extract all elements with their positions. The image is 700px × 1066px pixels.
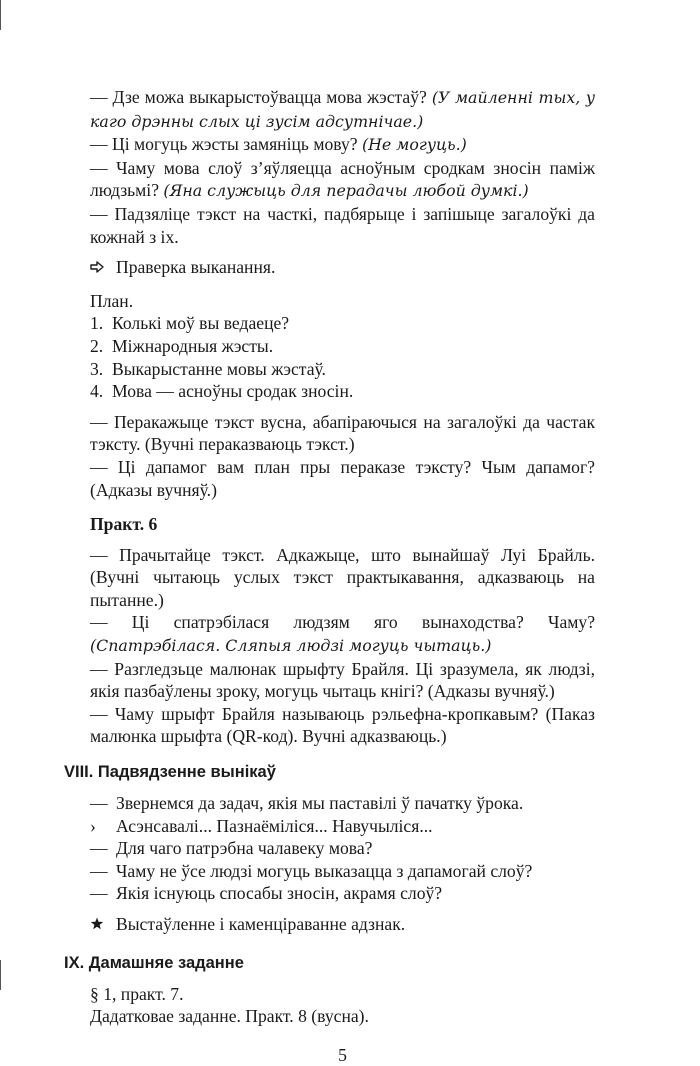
list-item: 2. Міжнародныя жэсты. bbox=[90, 335, 274, 356]
paragraph: — Ці спатрэбілася людзям яго вынаходства? Чаму? (Спатрэбілася. Сляпыя людзі могуць чытаць.) bbox=[90, 612, 595, 656]
paragraph: — Чаму мова слоў з’яўляецца асноўным сродкам зносін паміж людзьмі? (Яна служыць для перадачы любой думкі.) bbox=[90, 157, 595, 201]
answer-italic: (У майленні тых, у каго дрэнны слых ці зусім адсутнічае.) bbox=[90, 88, 595, 131]
plan-list bbox=[90, 312, 595, 402]
list-item: 1. Колькі моў вы ведаеце? bbox=[90, 313, 290, 334]
list-item: 4. Мова — асноўны сродак зносін. bbox=[90, 381, 354, 402]
answer-italic: (Не могуць.) bbox=[361, 135, 467, 155]
list-item: — Звернемся да задач, якія мы паставілі ў пачатку ўрока. bbox=[90, 793, 524, 814]
grades-line: Выстаўленне і каменціраванне адзнак. bbox=[90, 913, 595, 939]
paragraph: — Прачытайце тэкст. Адкажыце, што вынайшаў Луі Брайль. (Вучні чытаюць услых тэкст практыкавання, адказваюць на пытанне.) bbox=[90, 544, 595, 610]
page-edge-mark bbox=[0, 0, 1, 30]
plan-title: План. bbox=[90, 290, 134, 311]
list-item: 3. Выкарыстанне мовы жэстаў. bbox=[90, 358, 326, 379]
list-item: — Якія існуюць спосабы зносін, акрамя слоў? bbox=[90, 883, 443, 904]
paragraph: — Ці могуць жэсты замяніць мову? (Не могуць.) bbox=[90, 134, 467, 155]
star-icon bbox=[90, 916, 116, 939]
paragraph: — Падзяліце тэкст на часткі, падбярыце і запішыце загалоўкі да кожнай з іх. bbox=[90, 203, 595, 247]
paragraph: — Дзе можа выкарыстоўвацца мова жэстаў? (У майленні тых, у каго дрэнны слых ці зусім адсутнічае.) bbox=[90, 87, 595, 131]
list-item: › Асэнсавалі... Пазнаёміліся... Навучыліся... bbox=[90, 815, 433, 836]
exercise-title: Практ. 6 bbox=[90, 514, 158, 535]
summary-list bbox=[90, 792, 595, 905]
list-item: — Для чаго патрэбна чалавеку мова? bbox=[90, 838, 373, 859]
answer-italic: (Спатрэбілася. Сляпыя людзі могуць чытаць.) bbox=[90, 636, 492, 656]
section-title: IX. Дамашняе заданне bbox=[64, 953, 244, 972]
paragraph: — Перакажыце тэкст вусна, абапіраючыся на загалоўкі да частак тэксту. (Вучні пераказваюць тэкст.) bbox=[90, 411, 595, 455]
paragraph: — Чаму шрыфт Брайля называюць рэльефна-кропкавым? (Паказ малюнка шрыфта (QR-код). Вучні адказваюць.) bbox=[90, 703, 595, 747]
check-line: Праверка выканання. bbox=[90, 256, 595, 282]
paragraph: — Разгледзьце малюнак шрыфту Брайля. Ці зразумела, як людзі, якія пазбаўлены зроку, могуць чытаць кнігі? (Адказы вучняў.) bbox=[90, 658, 595, 702]
homework-line: § 1, практ. 7. bbox=[90, 983, 184, 1004]
answer-italic: (Яна служыць для перадачы любой думкі.) bbox=[163, 181, 529, 201]
homework-line: Дадатковае заданне. Практ. 8 (вусна). bbox=[90, 1006, 369, 1027]
section-title: VIII. Падвядзенне вынікаў bbox=[64, 763, 276, 782]
document-page bbox=[64, 86, 595, 1066]
paragraph: — Ці дапамог вам план пры пераказе тэксту? Чым дапамог? (Адказы вучняў.) bbox=[90, 456, 595, 500]
page-number: 5 bbox=[338, 1044, 347, 1065]
arrow-right-icon bbox=[90, 259, 116, 282]
list-item: — Чаму не ўсе людзі могуць выказацца з дапамогай слоў? bbox=[90, 860, 533, 881]
page-edge-mark bbox=[0, 960, 1, 990]
